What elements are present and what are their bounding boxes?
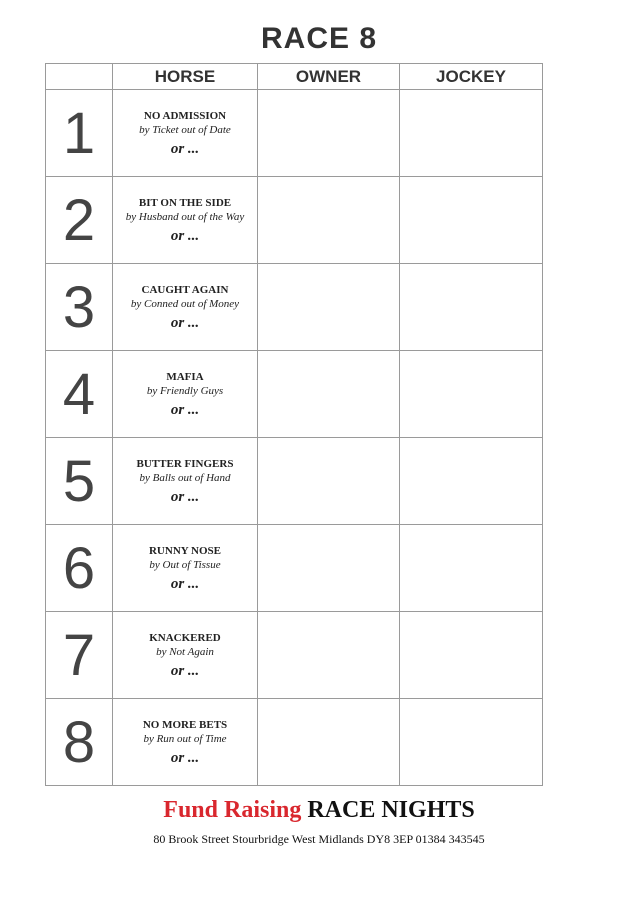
horse-or-text: or ... [170, 488, 200, 505]
horse-or-text: or ... [170, 749, 200, 766]
table-row [46, 699, 543, 786]
horse-or-text: or ... [170, 401, 200, 418]
jockey-cell[interactable] [400, 177, 543, 264]
jockey-cell[interactable] [400, 612, 543, 699]
owner-cell[interactable] [258, 351, 400, 438]
jockey-cell[interactable] [400, 90, 543, 177]
horse-cell [113, 264, 258, 351]
horse-number: 8 [46, 699, 113, 786]
owner-cell[interactable] [258, 264, 400, 351]
horse-cell [113, 177, 258, 264]
horse-breeding: by Balls out of Hand [139, 471, 231, 484]
horse-name: KNACKERED [149, 631, 221, 644]
horse-name: NO MORE BETS [142, 718, 228, 731]
horse-number: 1 [46, 90, 113, 177]
horse-cell [113, 351, 258, 438]
horse-cell [113, 525, 258, 612]
jockey-cell[interactable] [400, 525, 543, 612]
brand-title [0, 797, 638, 824]
owner-cell[interactable] [258, 699, 400, 786]
horse-number: 7 [46, 612, 113, 699]
horse-name: BUTTER FINGERS [136, 457, 234, 470]
table-row [46, 264, 543, 351]
horse-cell [113, 438, 258, 525]
header-jockey: JOCKEY [400, 64, 543, 90]
header-owner: OWNER [258, 64, 400, 90]
header-horse: HORSE [113, 64, 258, 90]
horse-number: 3 [46, 264, 113, 351]
table-row [46, 90, 543, 177]
horse-name: CAUGHT AGAIN [141, 283, 229, 296]
horse-or-text: or ... [170, 662, 200, 679]
horse-breeding: by Friendly Guys [146, 384, 224, 397]
horse-breeding: by Run out of Time [143, 732, 227, 745]
horse-name: NO ADMISSION [143, 109, 227, 122]
horse-cell [113, 90, 258, 177]
horse-number: 2 [46, 177, 113, 264]
horse-cell [113, 699, 258, 786]
race-title: RACE 8 [260, 22, 378, 55]
horse-cell [113, 612, 258, 699]
table-row [46, 438, 543, 525]
brand-race-nights: RACE NIGHTS [307, 797, 475, 823]
horse-name: BIT ON THE SIDE [138, 196, 232, 209]
horse-breeding: by Conned out of Money [130, 297, 240, 310]
table-row [46, 525, 543, 612]
jockey-cell[interactable] [400, 351, 543, 438]
horse-or-text: or ... [170, 575, 200, 592]
horse-name: RUNNY NOSE [148, 544, 221, 557]
owner-cell[interactable] [258, 177, 400, 264]
race-card-table [45, 63, 543, 786]
jockey-cell[interactable] [400, 438, 543, 525]
horse-or-text: or ... [170, 314, 200, 331]
table-header-row [46, 64, 543, 90]
owner-cell[interactable] [258, 438, 400, 525]
table-row [46, 177, 543, 264]
brand-fund-raising: Fund Raising [163, 797, 302, 823]
table-row [46, 351, 543, 438]
header-number [46, 64, 113, 90]
horse-or-text: or ... [170, 227, 200, 244]
horse-breeding: by Husband out of the Way [125, 210, 245, 223]
horse-or-text: or ... [170, 140, 200, 157]
horse-number: 5 [46, 438, 113, 525]
horse-number: 6 [46, 525, 113, 612]
jockey-cell[interactable] [400, 264, 543, 351]
horse-breeding: by Out of Tissue [149, 558, 221, 571]
owner-cell[interactable] [258, 612, 400, 699]
owner-cell[interactable] [258, 525, 400, 612]
jockey-cell[interactable] [400, 699, 543, 786]
horse-name: MAFIA [166, 370, 204, 383]
brand-address: 80 Brook Street Stourbridge West Midlands DY8 3EP 01384 343545 [153, 832, 485, 846]
race-rows [46, 90, 543, 786]
horse-breeding: by Ticket out of Date [139, 123, 231, 136]
horse-number: 4 [46, 351, 113, 438]
owner-cell[interactable] [258, 90, 400, 177]
horse-breeding: by Not Again [156, 645, 214, 658]
table-row [46, 612, 543, 699]
